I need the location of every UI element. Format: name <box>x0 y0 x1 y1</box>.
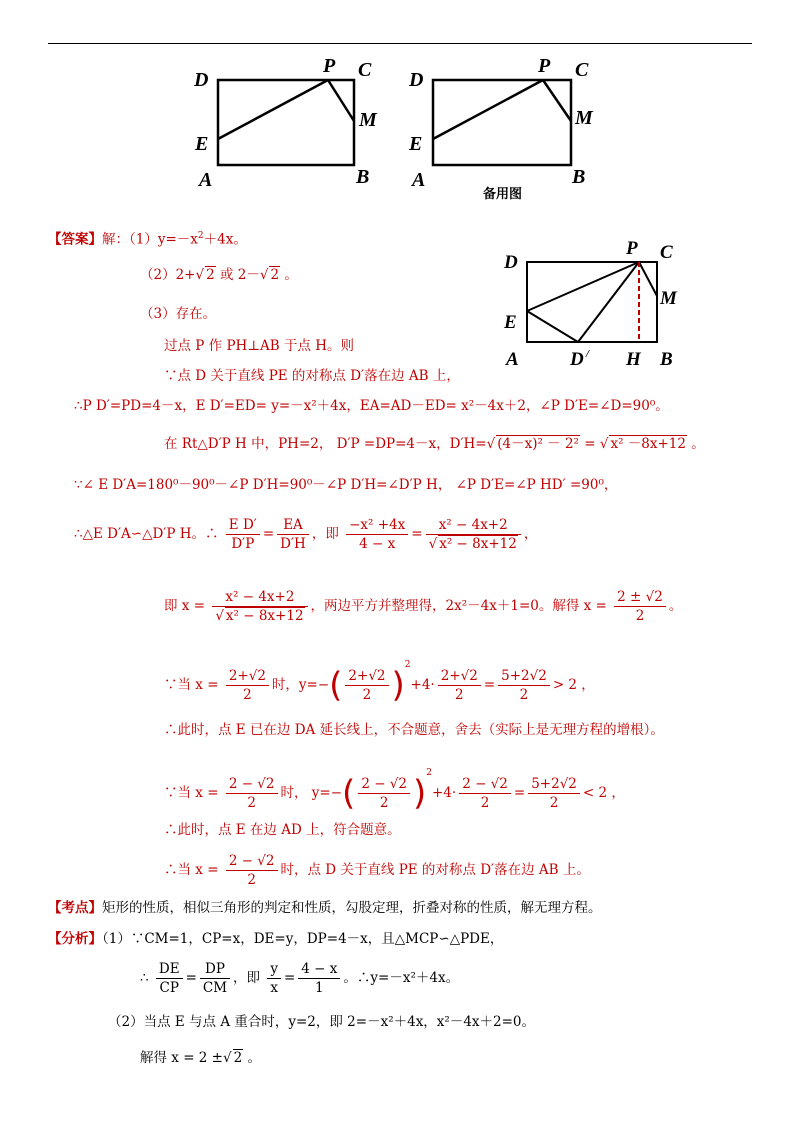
fraction: x² − 4x+2 √ x² − 8x+12 <box>426 516 521 553</box>
fenxi-tag: 【分析】 <box>48 931 102 947</box>
fraction: $\frac{5+2√2}{2}$ <box>528 775 580 812</box>
label-C: C <box>660 242 673 263</box>
fraction: $\frac{y}{x}$ <box>267 960 281 997</box>
fenxi-line-2: ∴ $\frac{DE}{CP}$ = $\frac{DP}{CM}$ ，即 $\frac{y}{x}$ = $\frac{4 - x}{1}$ 。∴y=－x²＋4x。 <box>140 961 460 996</box>
label-E: E <box>195 133 209 155</box>
label-H: H <box>626 349 641 370</box>
answer-line-2: （2）2+√ 2 或 2－√ 2 。 <box>140 265 298 285</box>
answer-line-5: ∵点 D 关于直线 PE 的对称点 D′落在边 AB 上， <box>164 368 460 384</box>
fraction: $\frac{2+√2}{2}$ <box>345 667 388 704</box>
label-B: B <box>572 166 586 188</box>
label-M: M <box>359 109 377 131</box>
answer-line-7: 在 Rt△D′P H 中，PH=2， D′P =DP=4－x，D′H=√ (4－x)² － 2² = √ x² －8x+12 。 <box>164 434 705 454</box>
label-C: C <box>358 59 372 81</box>
figure-2 <box>405 55 610 205</box>
answer-line-6: ∴P D′=PD=4－x，E D′=ED= y=－x²＋4x，EA=AD－ED= x²－4x＋2，∠P D′E=∠D=90⁰。 <box>74 398 669 414</box>
fenxi-line-4: 解得 x = 2 ±√ 2 。 <box>140 1048 261 1068</box>
answer-line-15: ∴当 x = $\frac{2 - √2}{2}$ 时，点 D 关于直线 PE 的对称点 D′落在边 AB 上。 <box>164 853 590 888</box>
label-M: M <box>575 107 593 129</box>
answer-line-9: ∴△E D′A∽△D′P H。∴ $\frac{\text{E D′}}{D'P}$ = $\frac{EA}{D'H}$ ，即 $\frac{\text{−x² +4x}}{4 - x}$ = x² − 4x+2 √ x² − 8x+12 ， <box>74 516 537 553</box>
fraction: $\frac{2 - √2}{2}$ <box>226 852 278 889</box>
header-rule <box>48 43 752 44</box>
label-A: A <box>412 169 426 191</box>
fraction: $\frac{2 - √2}{2}$ <box>358 775 410 812</box>
label-D: D <box>194 69 209 91</box>
figure-3 <box>500 236 700 376</box>
answer-line-13: ∵当 x = $\frac{2 - √2}{2}$ 时， y=−( $\frac{2 - √2}{2}$ )$^2$+4· $\frac{2 - √2}{2}$ = $\frac{5+2√2}{2}$ < 2 ， <box>164 768 625 814</box>
fraction: $\frac{4 - x}{1}$ <box>298 960 340 997</box>
label-P: P <box>626 238 638 259</box>
fraction: $\frac{2 - √2}{2}$ <box>459 775 511 812</box>
label-B: B <box>356 166 370 188</box>
fraction: $\frac{DP}{CM}$ <box>200 960 230 997</box>
label-M: M <box>660 288 677 309</box>
label-D-prime: D <box>570 349 584 370</box>
fraction: $\frac{EA}{D'H}$ <box>277 516 309 553</box>
fraction: $\frac{2+√2}{2}$ <box>438 667 481 704</box>
answer-line-12: ∴此时，点 E 已在边 DA 延长线上，不合题意，舍去（实际上是无理方程的增根）。 <box>164 722 664 738</box>
answer-line-4: 过点 P 作 PH⊥AB 于点 H。则 <box>164 338 355 354</box>
fraction: $\frac{2 \pm √2}{2}$ <box>614 588 666 625</box>
answer-line-10: 即 x = x² − 4x+2 √ x² − 8x+12 ，两边平方并整理得，2x²－4x＋1=0。解得 x = $\frac{2 \pm √2}{2}$ 。 <box>164 588 682 625</box>
label-E: E <box>504 312 517 333</box>
label-P: P <box>323 55 336 77</box>
kaodian-tag: 【考点】 <box>48 900 102 916</box>
answer-line-3: （3）存在。 <box>140 306 217 322</box>
label-B: B <box>660 349 673 370</box>
fraction: $\frac{2+√2}{2}$ <box>226 667 269 704</box>
answer-tag: 【答案】 <box>48 231 102 248</box>
label-D: D <box>504 252 518 273</box>
fraction: $\frac{2 - √2}{2}$ <box>226 775 278 812</box>
figure-1 <box>190 55 395 195</box>
fraction: x² − 4x+2 √ x² − 8x+12 <box>212 588 307 625</box>
fraction: $\frac{5+2√2}{2}$ <box>498 667 550 704</box>
label-C: C <box>575 59 589 81</box>
answer-line-8: ∵∠ E D′A=180⁰－90⁰－∠P D′H=90⁰－∠P D′H=∠D′P H， ∠P D′E=∠P HD′ =90⁰， <box>74 477 618 493</box>
label-A: A <box>199 169 213 191</box>
label-P: P <box>538 55 551 77</box>
kaodian-line: 【考点】矩形的性质，相似三角形的判定和性质，勾股定理，折叠对称的性质，解无理方程。 <box>48 900 602 916</box>
figure-caption: 备用图 <box>483 187 523 202</box>
answer-line-1: 【答案】解：$(1)y=-x^2+4x$。 <box>48 231 247 248</box>
label-E: E <box>409 133 423 155</box>
fenxi-line-3: （2）当点 E 与点 A 重合时，y=2，即 2=－x²＋4x，x²－4x＋2=0。 <box>108 1014 536 1030</box>
fraction: $\frac{\text{−x² +4x}}{4 - x}$ <box>346 516 408 553</box>
label-D: D <box>409 69 424 91</box>
label-D-prime-mark: / <box>586 348 590 360</box>
label-A: A <box>506 349 519 370</box>
answer-line-11: ∵当 x = $\frac{2+√2}{2}$ 时，y=−( $\frac{2+√2}{2}$ )$^2$+4· $\frac{2+√2}{2}$ = $\frac{5+2√2}{2}$ > 2 ， <box>164 660 595 706</box>
fenxi-line-1: 【分析】（1）∵CM=1，CP=x，DE=y，DP=4－x，且△MCP∽△PDE， <box>48 931 504 947</box>
fraction: $\frac{\text{E D′}}{D'P}$ <box>226 516 260 553</box>
fraction: $\frac{DE}{CP}$ <box>156 960 183 997</box>
answer-line-14: ∴此时，点 E 在边 AD 上，符合题意。 <box>164 822 401 838</box>
